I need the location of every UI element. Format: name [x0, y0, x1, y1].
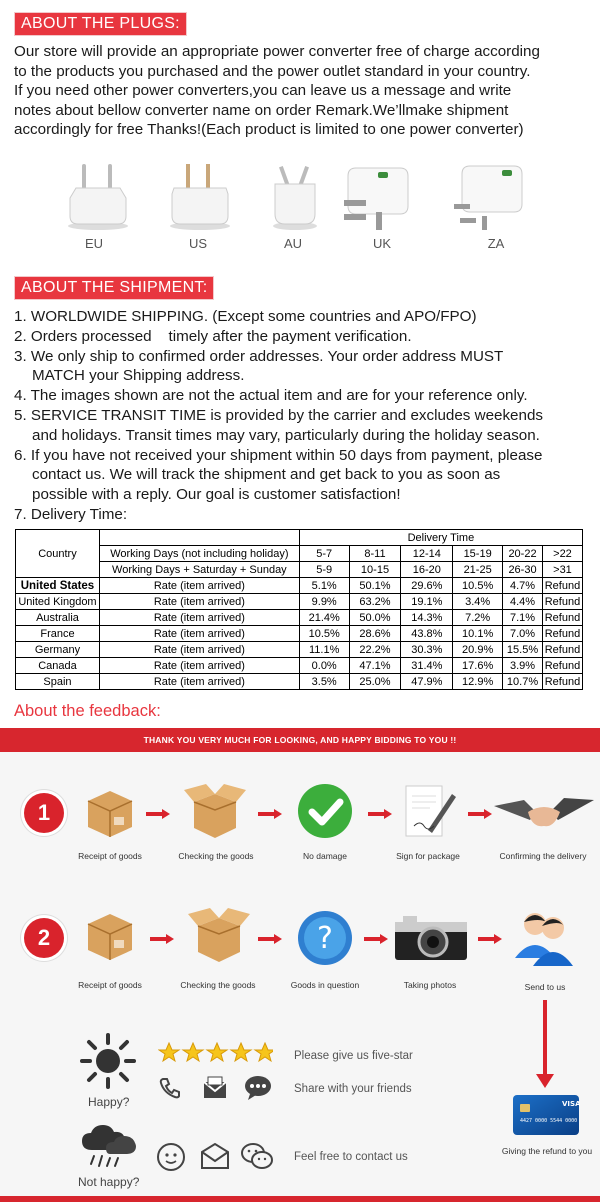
rate-cell: 7.2%: [453, 610, 503, 626]
table-row: [16, 642, 583, 658]
arrow-right-icon: [368, 809, 392, 819]
step1-caption: Sign for package: [396, 851, 460, 861]
plug-label-uk: UK: [372, 236, 392, 251]
shipment-list: [14, 307, 600, 525]
rate-cell: 4.4%: [503, 594, 543, 610]
range-cell: 5-7: [299, 546, 349, 562]
shipment-line: MATCH your Shipping address.: [32, 367, 245, 385]
shipment-line: 7. Delivery Time:: [14, 505, 128, 523]
step2-caption: Taking photos: [403, 980, 457, 990]
connector-line: [543, 1000, 547, 1078]
range-cell: 20-22: [503, 546, 543, 562]
shipment-line: 3. We only ship to confirmed order addresses. Your order address MUST: [14, 347, 504, 365]
rate-label: Rate (item arrived): [99, 610, 299, 626]
country-cell: United States: [16, 578, 100, 594]
range-cell: 8-11: [349, 546, 401, 562]
rate-cell: 15.5%: [503, 642, 543, 658]
shipment-line: 4. The images shown are not the actual item and are for your reference only.: [14, 387, 528, 405]
plug-label-au: AU: [283, 236, 303, 251]
range-cell: 12-14: [401, 546, 453, 562]
shipment-header: ABOUT THE SHIPMENT:: [14, 276, 214, 300]
rate-cell: 47.1%: [349, 658, 401, 674]
chat-bubble-icon: [244, 1074, 272, 1100]
thank-you-banner: THANK YOU VERY MUCH FOR LOOKING, AND HAPPY BIDDING TO YOU !!: [0, 728, 600, 752]
shipment-line: 5. SERVICE TRANSIT TIME is provided by the carrier and excludes weekends: [14, 406, 543, 424]
step2-caption: Goods in question: [290, 980, 360, 990]
rate-cell: 20.9%: [453, 642, 503, 658]
five-star-text: Please give us five-star: [294, 1050, 413, 1062]
box-open-icon: [186, 904, 252, 966]
range-cell: 21-25: [453, 562, 503, 578]
sign-document-icon: [398, 780, 460, 842]
arrow-right-icon: [150, 934, 174, 944]
range-cell: 26-30: [503, 562, 543, 578]
range-cell: 10-15: [349, 562, 401, 578]
refund-caption: Giving the refund to you: [501, 1146, 593, 1156]
table-row: [16, 658, 583, 674]
arrow-right-icon: [478, 934, 502, 944]
rate-cell: Refund: [542, 578, 582, 594]
box-closed-icon: [80, 906, 140, 966]
mail-icon: [202, 1076, 228, 1100]
rate-cell: 22.2%: [349, 642, 401, 658]
rate-cell: 3.9%: [503, 658, 543, 674]
sun-icon: [80, 1033, 136, 1089]
rate-cell: Refund: [542, 610, 582, 626]
step2-caption: Receipt of goods: [78, 980, 142, 990]
country-cell: France: [16, 626, 100, 642]
rate-label: Rate (item arrived): [99, 658, 299, 674]
qq-chat-icon: [156, 1142, 186, 1172]
table-row: [16, 578, 583, 594]
plug-label-us: US: [188, 236, 208, 251]
shipment-line: 6. If you have not received your shipment within 50 days from payment, please: [14, 446, 543, 464]
country-cell: Australia: [16, 610, 100, 626]
rate-cell: Refund: [542, 642, 582, 658]
step2-caption: Send to us: [524, 982, 566, 992]
rate-label: Rate (item arrived): [99, 594, 299, 610]
us-plug-icon: [160, 160, 240, 232]
contact-text: Feel free to contact us: [294, 1151, 408, 1163]
shipment-line: 2. Orders processed timely after the payment verification.: [14, 327, 412, 345]
working-days-weekend-label: Working Days + Saturday + Sunday: [99, 562, 299, 578]
range-cell: 5-9: [299, 562, 349, 578]
delivery-time-title: Delivery Time: [299, 530, 582, 546]
rate-cell: 10.1%: [453, 626, 503, 642]
box-closed-icon: [80, 783, 140, 843]
rate-cell: 21.4%: [299, 610, 349, 626]
step2-caption: Checking the goods: [180, 980, 256, 990]
eu-plug-icon: [58, 160, 138, 232]
range-cell: >31: [542, 562, 582, 578]
rate-cell: 19.1%: [401, 594, 453, 610]
plugs-line: to the products you purchased and the power outlet standard in your country.: [14, 62, 531, 80]
plugs-line: accordingly for free Thanks!(Each product is limited to one power converter): [14, 121, 524, 138]
share-text: Share with your friends: [294, 1083, 412, 1095]
rate-cell: 25.0%: [349, 674, 401, 690]
au-plug-icon: [255, 160, 335, 232]
rate-cell: 10.5%: [453, 578, 503, 594]
card-number: 4427 0000 5544 0000: [520, 1118, 578, 1124]
not-happy-label: Not happy?: [78, 1175, 140, 1189]
rate-cell: 50.1%: [349, 578, 401, 594]
plugs-paragraph: [14, 42, 594, 140]
plugs-line: If you need other power converters,you can leave us a message and write: [14, 82, 512, 99]
rate-label: Rate (item arrived): [99, 674, 299, 690]
rate-cell: 10.7%: [503, 674, 543, 690]
rate-cell: 4.7%: [503, 578, 543, 594]
rain-cloud-icon: [80, 1124, 138, 1168]
rate-cell: 7.1%: [503, 610, 543, 626]
rate-cell: 14.3%: [401, 610, 453, 626]
plug-label-za: ZA: [487, 236, 505, 251]
rate-cell: 47.9%: [401, 674, 453, 690]
step1-caption: No damage: [303, 851, 347, 861]
box-open-icon: [182, 780, 248, 842]
rate-label: Rate (item arrived): [99, 626, 299, 642]
svg-text:?: ?: [317, 921, 333, 956]
step1-caption: Receipt of goods: [78, 851, 142, 861]
rate-cell: 28.6%: [349, 626, 401, 642]
step1-caption: Checking the goods: [178, 851, 254, 861]
delivery-time-table: [15, 529, 583, 690]
rate-cell: 63.2%: [349, 594, 401, 610]
rate-cell: 12.9%: [453, 674, 503, 690]
customer-service-icon: [513, 906, 573, 968]
rate-cell: 5.1%: [299, 578, 349, 594]
country-cell: Canada: [16, 658, 100, 674]
credit-card-icon: [512, 1094, 580, 1136]
step-2-badge: 2: [24, 918, 64, 958]
range-cell: 16-20: [401, 562, 453, 578]
happy-label: Happy?: [88, 1095, 130, 1109]
plug-label-eu: EU: [84, 236, 104, 251]
five-stars-icon: [158, 1042, 273, 1064]
rate-cell: 10.5%: [299, 626, 349, 642]
envelope-icon: [200, 1142, 230, 1170]
rate-cell: 3.4%: [453, 594, 503, 610]
arrow-down-icon: [536, 1074, 554, 1088]
rate-cell: 29.6%: [401, 578, 453, 594]
uk-plug-icon: [342, 160, 422, 232]
check-mark-icon: [296, 782, 354, 840]
camera-icon: [393, 914, 469, 964]
handshake-icon: [494, 786, 594, 840]
shipment-line: possible with a reply. Our goal is customer satisfaction!: [32, 486, 401, 504]
country-header: Country: [16, 530, 100, 578]
feedback-title: About the feedback:: [14, 702, 161, 720]
table-row: [16, 626, 583, 642]
rate-label: Rate (item arrived): [99, 578, 299, 594]
country-cell: United Kingdom: [16, 594, 100, 610]
step-1-badge: 1: [24, 793, 64, 833]
rate-cell: 7.0%: [503, 626, 543, 642]
rate-cell: 11.1%: [299, 642, 349, 658]
rate-cell: 3.5%: [299, 674, 349, 690]
question-mark-icon: [296, 909, 354, 967]
rate-cell: 17.6%: [453, 658, 503, 674]
table-row: [16, 594, 583, 610]
shipment-line: contact us. We will track the shipment and get back to you as soon as: [32, 466, 501, 484]
arrow-right-icon: [468, 809, 492, 819]
step1-caption: Confirming the delivery: [499, 851, 587, 861]
range-cell: 15-19: [453, 546, 503, 562]
rate-cell: 30.3%: [401, 642, 453, 658]
rate-cell: Refund: [542, 674, 582, 690]
arrow-right-icon: [146, 809, 170, 819]
table-row: [16, 674, 583, 690]
table-row: [16, 610, 583, 626]
rate-cell: Refund: [542, 594, 582, 610]
rate-cell: Refund: [542, 626, 582, 642]
country-cell: Spain: [16, 674, 100, 690]
card-brand: VISA: [562, 1100, 580, 1108]
country-cell: Germany: [16, 642, 100, 658]
arrow-right-icon: [258, 809, 282, 819]
phone-icon: [158, 1076, 182, 1100]
arrow-right-icon: [364, 934, 388, 944]
range-cell: >22: [542, 546, 582, 562]
shipment-line: 1. WORLDWIDE SHIPPING. (Except some countries and APO/FPO): [14, 308, 477, 325]
wechat-icon: [240, 1140, 274, 1172]
rate-label: Rate (item arrived): [99, 642, 299, 658]
footer-bar: [0, 1196, 600, 1202]
shipment-line: and holidays. Transit times may vary, particularly during the holiday season.: [32, 426, 540, 444]
rate-cell: 31.4%: [401, 658, 453, 674]
plugs-header: ABOUT THE PLUGS:: [14, 12, 187, 36]
za-plug-icon: [452, 160, 532, 232]
rate-cell: 43.8%: [401, 626, 453, 642]
working-days-label: Working Days (not including holiday): [99, 546, 299, 562]
rate-cell: 50.0%: [349, 610, 401, 626]
rate-cell: Refund: [542, 658, 582, 674]
arrow-right-icon: [258, 934, 282, 944]
plugs-line: Our store will provide an appropriate power converter free of charge according: [14, 43, 540, 60]
rate-cell: 0.0%: [299, 658, 349, 674]
plugs-line: notes about bellow converter name on order Remark.We’llmake shipment: [14, 101, 509, 119]
rate-cell: 9.9%: [299, 594, 349, 610]
